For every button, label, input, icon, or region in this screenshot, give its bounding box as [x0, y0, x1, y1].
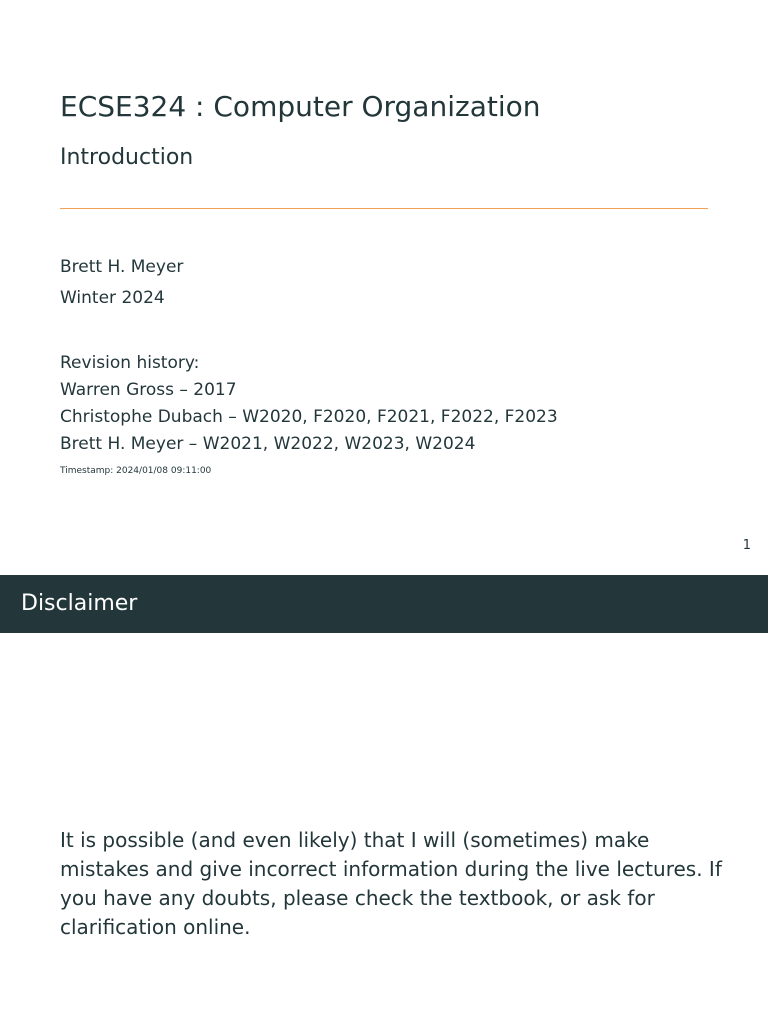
disclaimer-text: It is possible (and even likely) that I will (sometimes) make mistakes and give incorrect information during the live lectures. If you have any doubts, please check the textbook, or ask for clarification online.: [60, 828, 722, 939]
presentation-subtitle: Introduction: [60, 145, 194, 170]
revision-history-entry: Warren Gross – 2017: [60, 380, 237, 400]
frame-title: Disclaimer: [21, 591, 138, 616]
timestamp: Timestamp: 2024/01/08 09:11:00: [60, 466, 212, 476]
frame-title-bar: [0, 575, 768, 633]
revision-history-entry: Brett H. Meyer – W2021, W2022, W2023, W2024: [60, 434, 476, 454]
page-number: 1: [742, 538, 751, 553]
author-name: Brett H. Meyer: [60, 257, 184, 277]
presentation-title: ECSE324 : Computer Organization: [60, 90, 541, 123]
disclaimer-slide: [0, 575, 768, 1024]
title-separator-rule: [60, 208, 708, 209]
term-date: Winter 2024: [60, 288, 165, 308]
revision-history-heading: Revision history:: [60, 353, 200, 373]
revision-history-entry: Christophe Dubach – W2020, F2020, F2021, F2022, F2023: [60, 407, 558, 427]
revision-history: [60, 350, 558, 458]
